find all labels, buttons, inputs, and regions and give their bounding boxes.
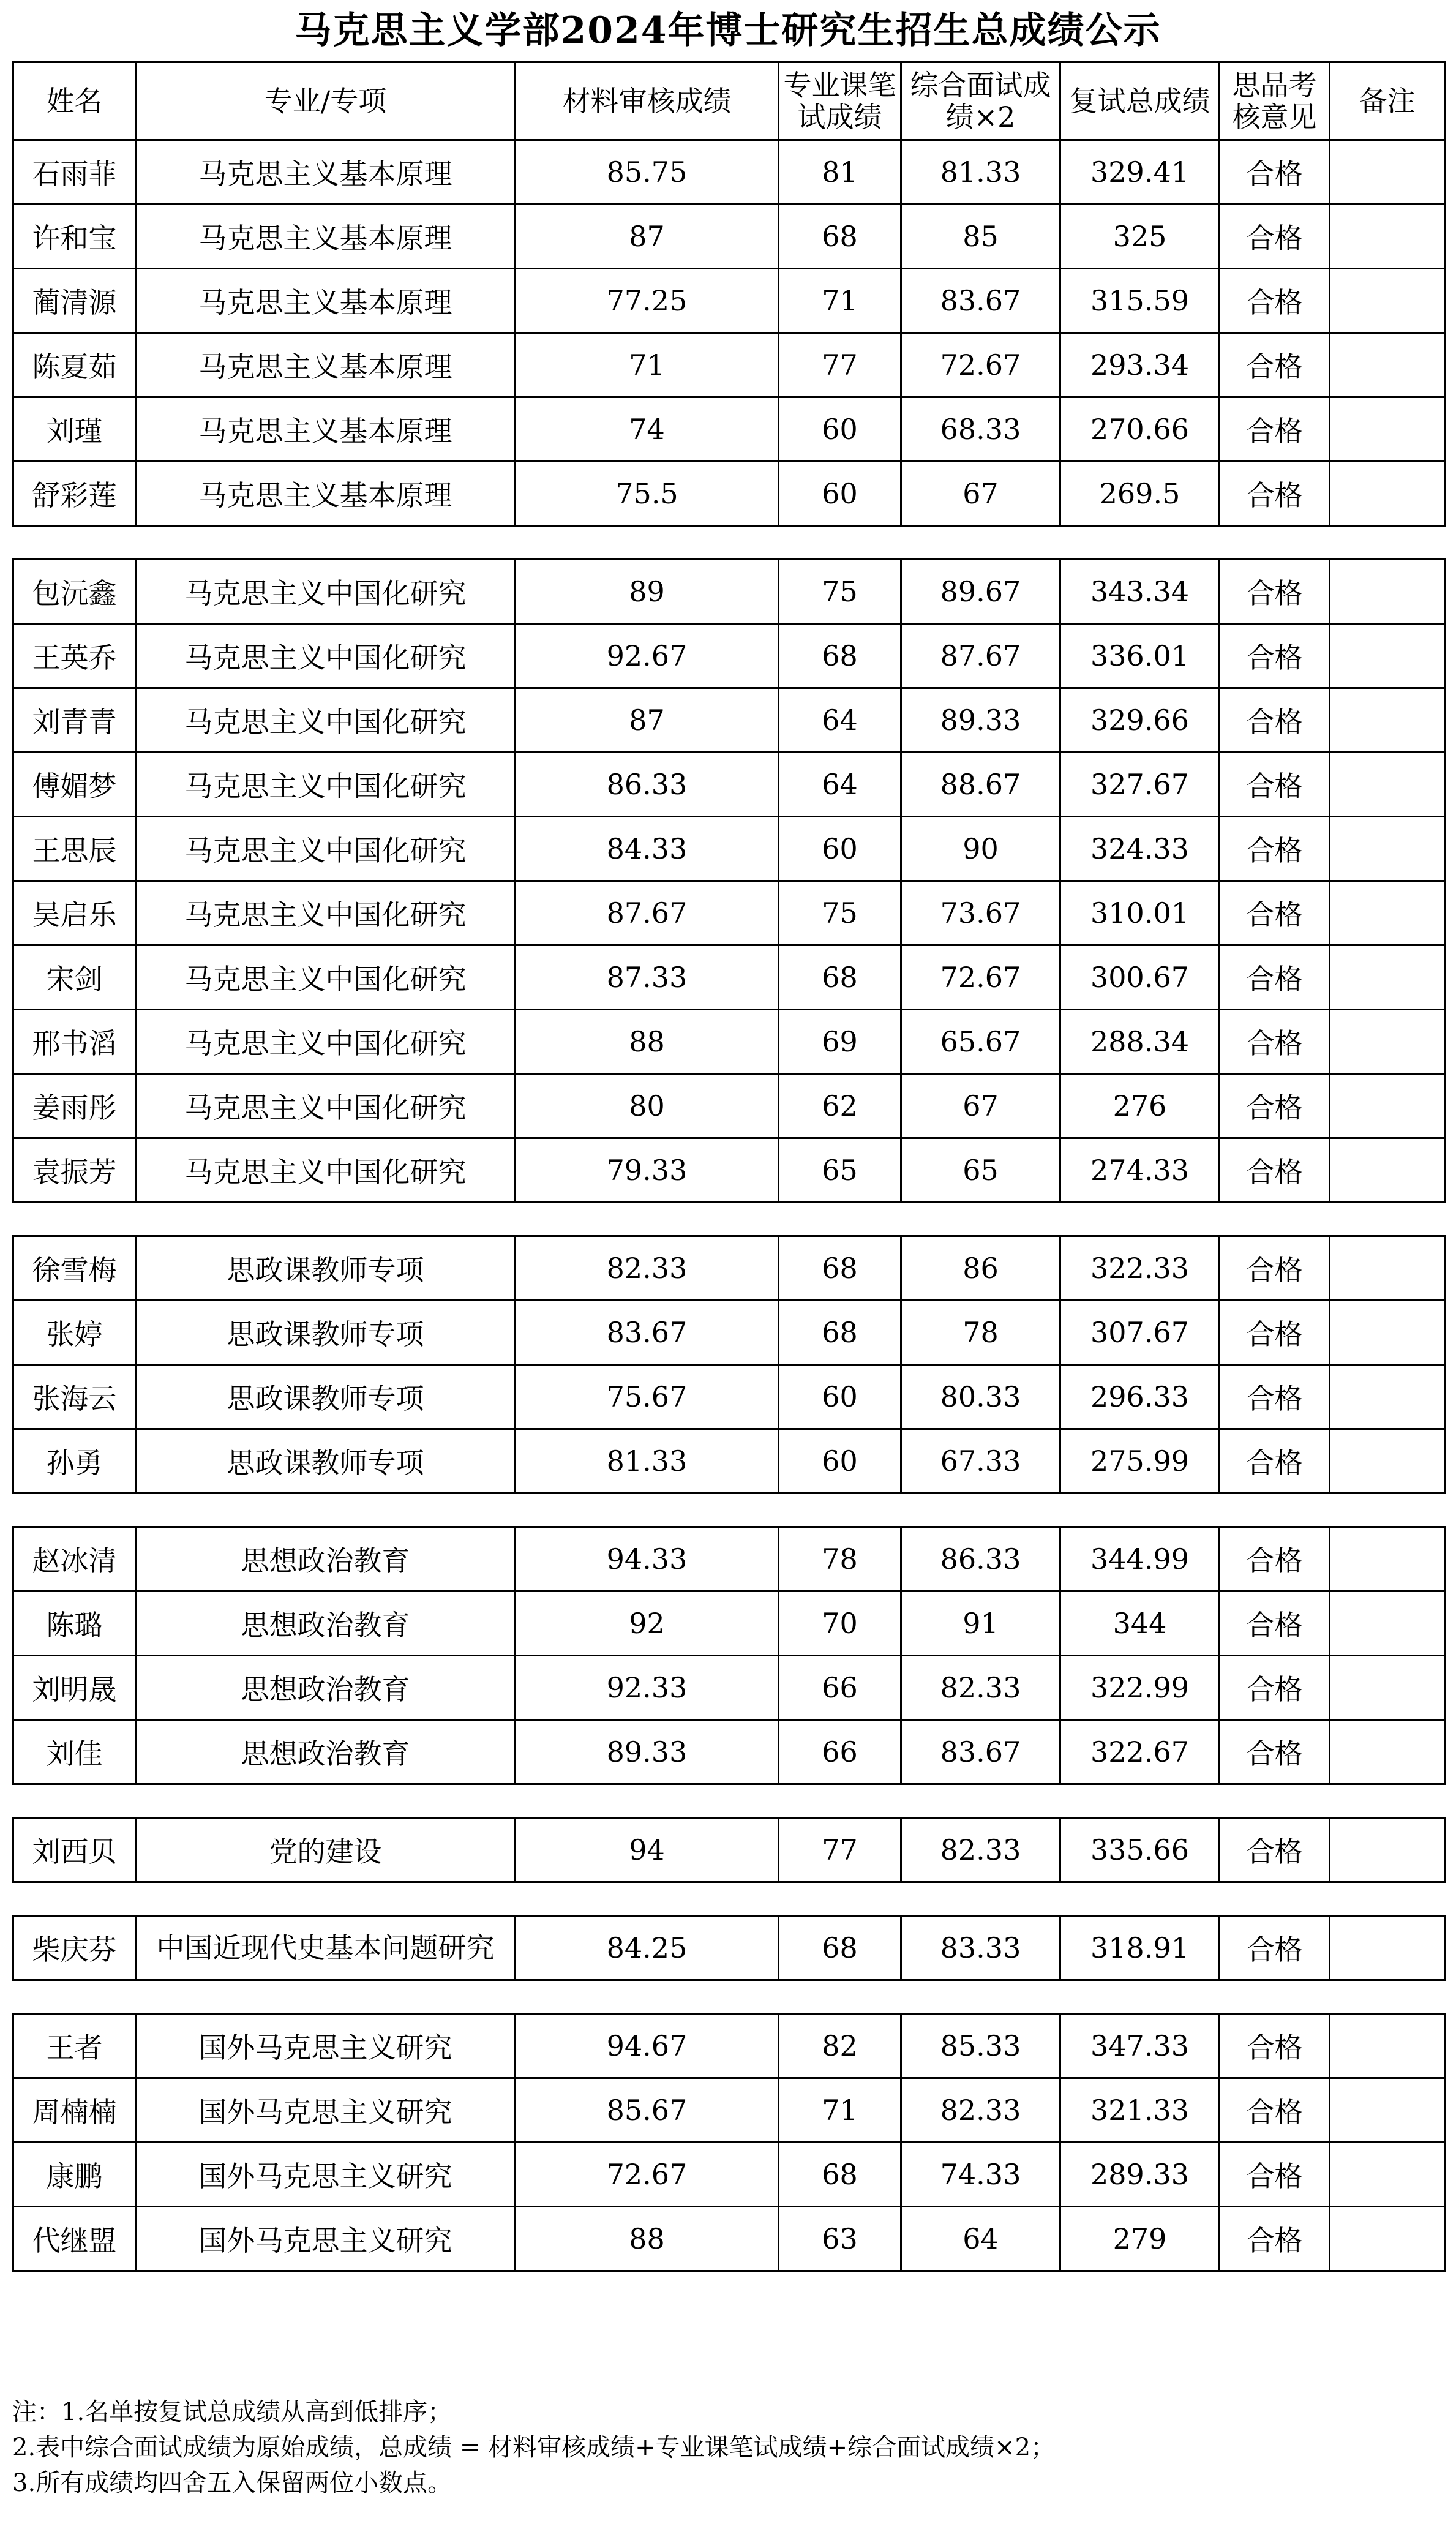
cell-name: 赵冰清 (13, 1527, 136, 1591)
cell-major: 思想政治教育 (136, 1720, 516, 1784)
cell-remark (1330, 140, 1445, 205)
cell-total: 270.66 (1060, 397, 1220, 462)
group-separator (13, 1203, 1445, 1236)
separator-cell (13, 1882, 1445, 1916)
cell-total: 322.67 (1060, 1720, 1220, 1784)
cell-name: 傅媚梦 (13, 753, 136, 817)
cell-material: 87 (516, 205, 779, 269)
cell-moral: 合格 (1220, 1527, 1330, 1591)
cell-name: 王者 (13, 2014, 136, 2078)
cell-total: 344 (1060, 1591, 1220, 1656)
separator-cell (13, 1784, 1445, 1818)
cell-name: 康鹏 (13, 2143, 136, 2207)
cell-name: 姜雨彤 (13, 1074, 136, 1138)
cell-written: 78 (779, 1527, 901, 1591)
cell-name: 刘西贝 (13, 1818, 136, 1882)
cell-total: 300.67 (1060, 945, 1220, 1010)
cell-interview: 68.33 (901, 397, 1060, 462)
cell-interview: 86.33 (901, 1527, 1060, 1591)
cell-remark (1330, 817, 1445, 881)
cell-total: 307.67 (1060, 1301, 1220, 1365)
cell-name: 王英乔 (13, 624, 136, 688)
cell-major: 中国近现代史基本问题研究 (136, 1916, 516, 1980)
cell-remark (1330, 2207, 1445, 2271)
group-separator (13, 1882, 1445, 1916)
table-row (13, 881, 1445, 945)
group-separator (13, 1494, 1445, 1527)
table-row (13, 140, 1445, 205)
table-row (13, 1591, 1445, 1656)
cell-material: 94.33 (516, 1527, 779, 1591)
cell-interview: 82.33 (901, 1818, 1060, 1882)
cell-material: 85.75 (516, 140, 779, 205)
cell-major: 思政课教师专项 (136, 1429, 516, 1494)
cell-name: 周楠楠 (13, 2078, 136, 2143)
cell-remark (1330, 1236, 1445, 1301)
cell-written: 60 (779, 1429, 901, 1494)
cell-name: 石雨菲 (13, 140, 136, 205)
cell-written: 69 (779, 1010, 901, 1074)
cell-total: 335.66 (1060, 1818, 1220, 1882)
cell-moral: 合格 (1220, 1429, 1330, 1494)
cell-material: 77.25 (516, 269, 779, 333)
cell-total: 296.33 (1060, 1365, 1220, 1429)
cell-written: 70 (779, 1591, 901, 1656)
table-row (13, 1138, 1445, 1203)
cell-name: 刘佳 (13, 1720, 136, 1784)
table-row (13, 1527, 1445, 1591)
cell-name: 代继盟 (13, 2207, 136, 2271)
cell-total: 269.5 (1060, 462, 1220, 526)
cell-total: 327.67 (1060, 753, 1220, 817)
table-row (13, 1429, 1445, 1494)
cell-moral: 合格 (1220, 1074, 1330, 1138)
cell-major: 国外马克思主义研究 (136, 2207, 516, 2271)
cell-material: 85.67 (516, 2078, 779, 2143)
cell-interview: 90 (901, 817, 1060, 881)
separator-cell (13, 526, 1445, 560)
cell-name: 柴庆芬 (13, 1916, 136, 1980)
cell-major: 马克思主义基本原理 (136, 333, 516, 397)
cell-material: 75.5 (516, 462, 779, 526)
cell-remark (1330, 881, 1445, 945)
cell-written: 66 (779, 1720, 901, 1784)
table-row (13, 2014, 1445, 2078)
cell-remark (1330, 1074, 1445, 1138)
cell-material: 94 (516, 1818, 779, 1882)
cell-total: 336.01 (1060, 624, 1220, 688)
cell-written: 68 (779, 1301, 901, 1365)
note-line: 2.表中综合面试成绩为原始成绩，总成绩 = 材料审核成绩+专业课笔试成绩+综合面试成绩×2； (12, 2433, 1056, 2462)
cell-interview: 67 (901, 462, 1060, 526)
cell-interview: 72.67 (901, 945, 1060, 1010)
cell-material: 81.33 (516, 1429, 779, 1494)
cell-name: 袁振芳 (13, 1138, 136, 1203)
cell-moral: 合格 (1220, 1236, 1330, 1301)
table-row (13, 1818, 1445, 1882)
cell-written: 60 (779, 397, 901, 462)
cell-material: 75.67 (516, 1365, 779, 1429)
cell-written: 64 (779, 753, 901, 817)
cell-name: 包沅鑫 (13, 560, 136, 624)
cell-total: 275.99 (1060, 1429, 1220, 1494)
cell-moral: 合格 (1220, 269, 1330, 333)
cell-material: 92.33 (516, 1656, 779, 1720)
separator-cell (13, 1494, 1445, 1527)
cell-name: 舒彩莲 (13, 462, 136, 526)
cell-interview: 88.67 (901, 753, 1060, 817)
cell-name: 陈璐 (13, 1591, 136, 1656)
cell-remark (1330, 1301, 1445, 1365)
score-table (12, 61, 1446, 2272)
cell-interview: 83.67 (901, 1720, 1060, 1784)
header-moral: 思品考核意见 (1220, 62, 1330, 140)
table-row (13, 817, 1445, 881)
cell-written: 66 (779, 1656, 901, 1720)
table-row (13, 1916, 1445, 1980)
table-row (13, 560, 1445, 624)
cell-interview: 78 (901, 1301, 1060, 1365)
cell-remark (1330, 753, 1445, 817)
cell-moral: 合格 (1220, 1818, 1330, 1882)
cell-interview: 85.33 (901, 2014, 1060, 2078)
cell-material: 92 (516, 1591, 779, 1656)
cell-remark (1330, 2143, 1445, 2207)
cell-moral: 合格 (1220, 2143, 1330, 2207)
cell-interview: 85 (901, 205, 1060, 269)
cell-total: 310.01 (1060, 881, 1220, 945)
cell-total: 324.33 (1060, 817, 1220, 881)
cell-moral: 合格 (1220, 624, 1330, 688)
cell-remark (1330, 205, 1445, 269)
header-remark: 备注 (1330, 62, 1445, 140)
cell-written: 71 (779, 269, 901, 333)
cell-interview: 81.33 (901, 140, 1060, 205)
table-row (13, 1301, 1445, 1365)
cell-moral: 合格 (1220, 753, 1330, 817)
table-row (13, 753, 1445, 817)
cell-remark (1330, 2078, 1445, 2143)
cell-material: 89.33 (516, 1720, 779, 1784)
cell-written: 82 (779, 2014, 901, 2078)
cell-total: 322.33 (1060, 1236, 1220, 1301)
cell-major: 马克思主义基本原理 (136, 269, 516, 333)
table-row (13, 688, 1445, 753)
cell-written: 77 (779, 1818, 901, 1882)
cell-total: 293.34 (1060, 333, 1220, 397)
cell-name: 王思辰 (13, 817, 136, 881)
cell-major: 马克思主义基本原理 (136, 462, 516, 526)
cell-major: 马克思主义基本原理 (136, 397, 516, 462)
cell-interview: 83.67 (901, 269, 1060, 333)
table-row (13, 2207, 1445, 2271)
cell-written: 81 (779, 140, 901, 205)
cell-interview: 74.33 (901, 2143, 1060, 2207)
cell-major: 国外马克思主义研究 (136, 2143, 516, 2207)
cell-interview: 82.33 (901, 1656, 1060, 1720)
table-row (13, 624, 1445, 688)
cell-written: 68 (779, 2143, 901, 2207)
cell-name: 张婷 (13, 1301, 136, 1365)
table-row (13, 2143, 1445, 2207)
cell-written: 63 (779, 2207, 901, 2271)
cell-moral: 合格 (1220, 1591, 1330, 1656)
cell-written: 60 (779, 1365, 901, 1429)
cell-total: 322.99 (1060, 1656, 1220, 1720)
cell-interview: 72.67 (901, 333, 1060, 397)
cell-moral: 合格 (1220, 1138, 1330, 1203)
cell-material: 88 (516, 2207, 779, 2271)
cell-major: 马克思主义中国化研究 (136, 881, 516, 945)
cell-written: 68 (779, 624, 901, 688)
cell-material: 87.67 (516, 881, 779, 945)
cell-material: 94.67 (516, 2014, 779, 2078)
cell-major: 思政课教师专项 (136, 1301, 516, 1365)
separator-cell (13, 1980, 1445, 2014)
header-material: 材料审核成绩 (516, 62, 779, 140)
cell-interview: 65.67 (901, 1010, 1060, 1074)
cell-total: 279 (1060, 2207, 1220, 2271)
cell-moral: 合格 (1220, 397, 1330, 462)
cell-total: 325 (1060, 205, 1220, 269)
cell-major: 马克思主义中国化研究 (136, 1074, 516, 1138)
cell-interview: 87.67 (901, 624, 1060, 688)
cell-written: 77 (779, 333, 901, 397)
table-row (13, 2078, 1445, 2143)
cell-written: 75 (779, 560, 901, 624)
cell-remark (1330, 624, 1445, 688)
cell-name: 宋剑 (13, 945, 136, 1010)
cell-remark (1330, 333, 1445, 397)
cell-total: 343.34 (1060, 560, 1220, 624)
table-row (13, 205, 1445, 269)
cell-remark (1330, 688, 1445, 753)
table-row (13, 1010, 1445, 1074)
cell-material: 86.33 (516, 753, 779, 817)
table-row (13, 1236, 1445, 1301)
note-line: 3.所有成绩均四舍五入保留两位小数点。 (12, 2469, 452, 2497)
cell-total: 289.33 (1060, 2143, 1220, 2207)
group-separator (13, 526, 1445, 560)
page-title: 马克思主义学部2024年博士研究生招生总成绩公示 (295, 9, 1161, 52)
cell-major: 思想政治教育 (136, 1527, 516, 1591)
cell-material: 74 (516, 397, 779, 462)
cell-moral: 合格 (1220, 1010, 1330, 1074)
cell-name: 孙勇 (13, 1429, 136, 1494)
header-major: 专业/专项 (136, 62, 516, 140)
cell-moral: 合格 (1220, 817, 1330, 881)
cell-moral: 合格 (1220, 2207, 1330, 2271)
cell-major: 马克思主义基本原理 (136, 205, 516, 269)
table-row (13, 1656, 1445, 1720)
cell-moral: 合格 (1220, 560, 1330, 624)
table-row (13, 1074, 1445, 1138)
cell-moral: 合格 (1220, 140, 1330, 205)
cell-name: 吴启乐 (13, 881, 136, 945)
cell-moral: 合格 (1220, 945, 1330, 1010)
cell-remark (1330, 397, 1445, 462)
cell-remark (1330, 1591, 1445, 1656)
cell-material: 84.25 (516, 1916, 779, 1980)
cell-material: 84.33 (516, 817, 779, 881)
cell-name: 许和宝 (13, 205, 136, 269)
cell-name: 徐雪梅 (13, 1236, 136, 1301)
cell-interview: 83.33 (901, 1916, 1060, 1980)
table-row (13, 1720, 1445, 1784)
header-name: 姓名 (13, 62, 136, 140)
cell-material: 92.67 (516, 624, 779, 688)
cell-interview: 91 (901, 1591, 1060, 1656)
cell-written: 68 (779, 1236, 901, 1301)
cell-material: 79.33 (516, 1138, 779, 1203)
header-written: 专业课笔试成绩 (779, 62, 901, 140)
cell-major: 国外马克思主义研究 (136, 2078, 516, 2143)
cell-total: 276 (1060, 1074, 1220, 1138)
cell-moral: 合格 (1220, 205, 1330, 269)
cell-major: 马克思主义中国化研究 (136, 1138, 516, 1203)
cell-written: 64 (779, 688, 901, 753)
cell-moral: 合格 (1220, 462, 1330, 526)
cell-total: 344.99 (1060, 1527, 1220, 1591)
cell-interview: 67.33 (901, 1429, 1060, 1494)
cell-remark (1330, 1916, 1445, 1980)
cell-major: 国外马克思主义研究 (136, 2014, 516, 2078)
cell-major: 马克思主义中国化研究 (136, 753, 516, 817)
cell-material: 82.33 (516, 1236, 779, 1301)
cell-name: 陈夏茹 (13, 333, 136, 397)
cell-major: 马克思主义中国化研究 (136, 560, 516, 624)
cell-remark (1330, 2014, 1445, 2078)
cell-interview: 89.67 (901, 560, 1060, 624)
table-row (13, 1365, 1445, 1429)
group-separator (13, 1784, 1445, 1818)
cell-name: 刘明晟 (13, 1656, 136, 1720)
cell-material: 87.33 (516, 945, 779, 1010)
cell-total: 321.33 (1060, 2078, 1220, 2143)
cell-major: 思想政治教育 (136, 1656, 516, 1720)
cell-interview: 65 (901, 1138, 1060, 1203)
cell-major: 马克思主义中国化研究 (136, 1010, 516, 1074)
cell-remark (1330, 269, 1445, 333)
notes (12, 2394, 1055, 2501)
cell-written: 71 (779, 2078, 901, 2143)
cell-written: 68 (779, 945, 901, 1010)
cell-major: 思政课教师专项 (136, 1236, 516, 1301)
cell-major: 思政课教师专项 (136, 1365, 516, 1429)
cell-major: 马克思主义中国化研究 (136, 817, 516, 881)
cell-total: 347.33 (1060, 2014, 1220, 2078)
cell-written: 68 (779, 1916, 901, 1980)
header-interview: 综合面试成绩×2 (901, 62, 1060, 140)
table-body (13, 140, 1445, 2271)
cell-written: 60 (779, 817, 901, 881)
cell-moral: 合格 (1220, 1301, 1330, 1365)
table-row (13, 462, 1445, 526)
cell-moral: 合格 (1220, 1365, 1330, 1429)
cell-total: 274.33 (1060, 1138, 1220, 1203)
cell-material: 71 (516, 333, 779, 397)
cell-material: 89 (516, 560, 779, 624)
table-row (13, 397, 1445, 462)
cell-material: 80 (516, 1074, 779, 1138)
cell-total: 329.41 (1060, 140, 1220, 205)
cell-remark (1330, 462, 1445, 526)
cell-moral: 合格 (1220, 333, 1330, 397)
cell-moral: 合格 (1220, 1656, 1330, 1720)
cell-name: 刘青青 (13, 688, 136, 753)
cell-moral: 合格 (1220, 2078, 1330, 2143)
cell-written: 65 (779, 1138, 901, 1203)
cell-written: 60 (779, 462, 901, 526)
cell-name: 张海云 (13, 1365, 136, 1429)
cell-material: 83.67 (516, 1301, 779, 1365)
header-row (13, 62, 1445, 140)
cell-written: 75 (779, 881, 901, 945)
cell-remark (1330, 1527, 1445, 1591)
cell-written: 68 (779, 205, 901, 269)
cell-remark (1330, 945, 1445, 1010)
cell-major: 党的建设 (136, 1818, 516, 1882)
cell-remark (1330, 560, 1445, 624)
cell-interview: 64 (901, 2207, 1060, 2271)
cell-remark (1330, 1010, 1445, 1074)
cell-remark (1330, 1429, 1445, 1494)
header-total: 复试总成绩 (1060, 62, 1220, 140)
cell-major: 马克思主义中国化研究 (136, 945, 516, 1010)
cell-material: 87 (516, 688, 779, 753)
cell-material: 72.67 (516, 2143, 779, 2207)
cell-moral: 合格 (1220, 1916, 1330, 1980)
cell-remark (1330, 1656, 1445, 1720)
cell-total: 315.59 (1060, 269, 1220, 333)
cell-interview: 82.33 (901, 2078, 1060, 2143)
cell-major: 思想政治教育 (136, 1591, 516, 1656)
cell-moral: 合格 (1220, 881, 1330, 945)
cell-major: 马克思主义基本原理 (136, 140, 516, 205)
cell-name: 刘瑾 (13, 397, 136, 462)
cell-total: 288.34 (1060, 1010, 1220, 1074)
cell-remark (1330, 1138, 1445, 1203)
cell-major: 马克思主义中国化研究 (136, 688, 516, 753)
cell-moral: 合格 (1220, 2014, 1330, 2078)
cell-interview: 89.33 (901, 688, 1060, 753)
cell-major: 马克思主义中国化研究 (136, 624, 516, 688)
table-row (13, 269, 1445, 333)
cell-written: 62 (779, 1074, 901, 1138)
cell-interview: 73.67 (901, 881, 1060, 945)
cell-interview: 67 (901, 1074, 1060, 1138)
cell-total: 329.66 (1060, 688, 1220, 753)
table-row (13, 333, 1445, 397)
note-line: 注：1.名单按复试总成绩从高到低排序； (12, 2398, 452, 2426)
cell-remark (1330, 1818, 1445, 1882)
cell-moral: 合格 (1220, 1720, 1330, 1784)
cell-moral: 合格 (1220, 688, 1330, 753)
cell-remark (1330, 1365, 1445, 1429)
cell-total: 318.91 (1060, 1916, 1220, 1980)
cell-name: 邢书滔 (13, 1010, 136, 1074)
cell-name: 蔺清源 (13, 269, 136, 333)
cell-interview: 80.33 (901, 1365, 1060, 1429)
separator-cell (13, 1203, 1445, 1236)
group-separator (13, 1980, 1445, 2014)
table-row (13, 945, 1445, 1010)
cell-remark (1330, 1720, 1445, 1784)
cell-material: 88 (516, 1010, 779, 1074)
cell-interview: 86 (901, 1236, 1060, 1301)
